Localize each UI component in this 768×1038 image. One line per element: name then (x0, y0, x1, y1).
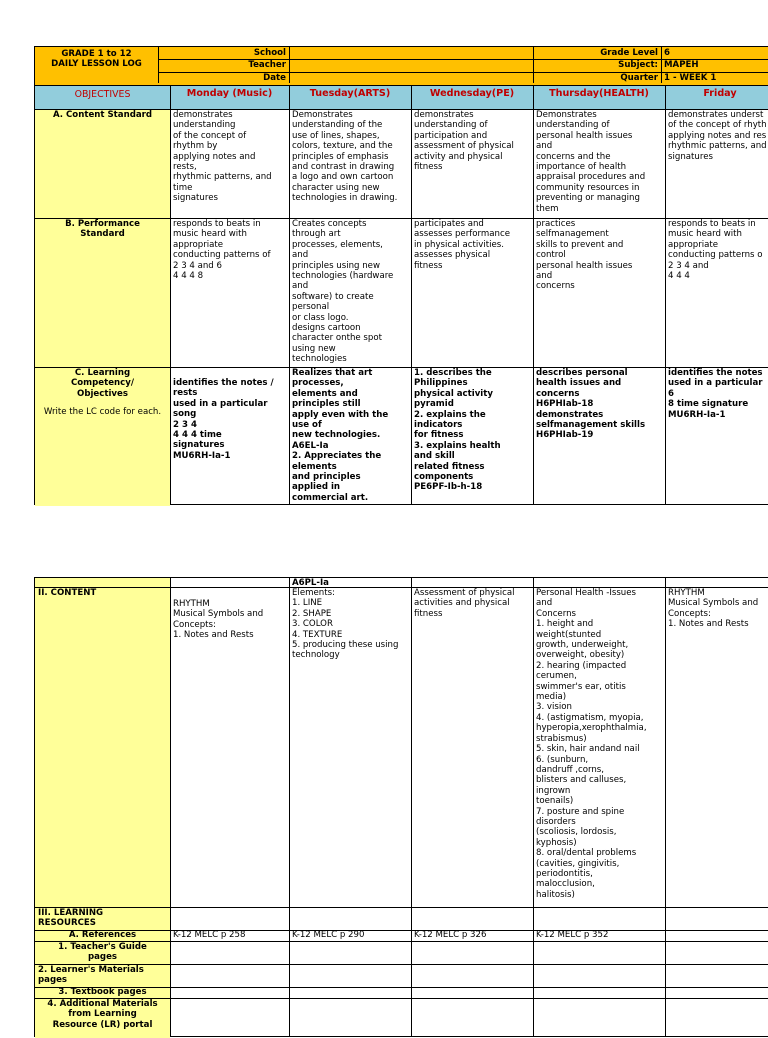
quarter-label: Quarter (620, 73, 658, 83)
performance-standard-monday: responds to beats in music heard with appropriate conducting patterns of 2 3 4 and 6 4 4 4 8 (173, 219, 271, 282)
grade-level-value: 6 (664, 48, 670, 58)
grade-text: GRADE 1 to 12 (61, 49, 132, 59)
content-standard-tuesday: Demonstrates understanding of the use of lines, shapes, colors, texture, and the principles of emphasis and contrast in drawing a logo and own cartoon character using new technologies in drawing. (292, 110, 398, 204)
teacher-label: Teacher (248, 60, 286, 70)
content-standard-thursday: Demonstrates understanding of personal health issues and concerns and the importance of health appraisal procedures and community resources in preventing or managing them (536, 110, 646, 214)
objectives-header: OBJECTIVES (74, 89, 131, 100)
monday-header: Monday (Music) (186, 88, 273, 99)
thursday-header: Thursday(HEALTH) (549, 88, 649, 99)
learning-competency-wednesday: 1. describes the Philippines physical activity pyramid 2. explains the indicators for fitness 3. explains health and skill related fitness components PE6PF-Ib-h-18 (414, 368, 501, 493)
content-standard-label: A. Content Standard (52, 110, 153, 120)
content-friday: RHYTHM Musical Symbols and Concepts: 1. Notes and Rests (668, 588, 759, 630)
learning-competency-thursday: describes personal health issues and concerns H6PHIab-18 demonstrates selfmanagement skills H6PHIab-19 (536, 368, 646, 441)
subject-label: Subject: (618, 60, 658, 70)
tuesday-header: Tuesday(ARTS) (309, 88, 391, 99)
header-blank-strip (289, 47, 533, 85)
wednesday-header: Wednesday(PE) (429, 88, 515, 99)
performance-standard-label: B. Performance Standard (65, 219, 140, 240)
learning-competency-label: C. Learning Competency/ Objectives (70, 368, 135, 399)
date-label: Date (263, 73, 286, 83)
learning-resources-label: III. LEARNING RESOURCES (38, 908, 104, 929)
references-label: A. References (68, 930, 137, 940)
subject-value: MAPEH (664, 60, 699, 70)
performance-standard-wednesday: participates and assesses performance in physical activities. assesses physical fitness (414, 219, 510, 271)
lesson-log-table-bottom (34, 577, 768, 1037)
content-tuesday: Elements: 1. LINE 2. SHAPE 3. COLOR 4. TEXTURE 5. producing these using technology (292, 588, 399, 661)
additional-materials-label: 4. Additional Materials from Learning Resource (LR) portal (47, 999, 158, 1030)
objectives-label-column (35, 109, 170, 506)
grade-level-label: Grade Level (600, 48, 658, 58)
quarter-value: 1 - WEEK 1 (664, 73, 717, 83)
learning-competency-tuesday: Realizes that art processes, elements and principles still apply even with the use of new technologies. A6EL-Ia 2. Appreciates the elements and principles applied in commercial art. (292, 368, 389, 503)
school-label: School (253, 48, 286, 58)
references-thursday: K-12 MELC p 352 (536, 930, 609, 940)
content-top-tuesday: A6PL-Ia (292, 578, 329, 588)
performance-standard-tuesday: Creates concepts through art processes, elements, and principles using new technologies (hardware and software) to create personal or class logo. designs cartoon character onthe spot using new technologies (292, 219, 394, 365)
references-monday: K-12 MELC p 258 (173, 930, 246, 940)
learners-materials-label: 2. Learner's Materials pages (38, 965, 144, 986)
references-tuesday: K-12 MELC p 290 (292, 930, 365, 940)
content-wednesday: Assessment of physical activities and physical fitness (414, 588, 515, 619)
textbook-pages-label: 3. Textbook pages (58, 987, 147, 997)
lesson-log-table-top (34, 46, 768, 505)
learning-competency-friday: identifies the notes used in a particular 6 8 time signature MU6RH-Ia-1 (668, 368, 763, 420)
learning-competency-note: Write the LC code for each. (43, 407, 162, 417)
content-thursday: Personal Health -Issues and Concerns 1. height and weight(stunted growth, underweight, overweight, obesity) 2. hearing (impacted cerumen, swimmer's ear, otitis media) 3. vision 4. (astigmatism, myopia, hyperopia,xerophthalmia, strabismus) 5. skin, hair andand nail 6. (sunburn, dandruff ,corns, blisters and calluses, ingrown toenails) 7. posture and spine disorders (scoliosis, lordosis, kyphosis) 8. oral/dental problems (cavities, gingivitis, periodontitis, malocclusion, halitosis) (536, 588, 647, 900)
learning-competency-monday: identifies the notes / rests used in a particular song 2 3 4 4 4 4 time signatures MU6RH-Ia-1 (173, 378, 274, 461)
content-label: II. CONTENT (38, 588, 97, 598)
performance-standard-friday: responds to beats in music heard with appropriate conducting patterns o 2 3 4 and 4 4 4 (668, 219, 763, 282)
content-standard-monday: demonstrates understanding of the concept of rhythm by applying notes and rests, rhythmic patterns, and time signatures (173, 110, 272, 204)
content-standard-friday: demonstrates underst of the concept of rhyth applying notes and res rhythmic patterns, and signatures (668, 110, 767, 162)
log-title: DAILY LESSON LOG (51, 59, 142, 69)
content-monday: RHYTHM Musical Symbols and Concepts: 1. Notes and Rests (173, 599, 264, 641)
teachers-guide-label: 1. Teacher's Guide pages (58, 942, 147, 963)
content-standard-wednesday: demonstrates understanding of participation and assessment of physical activity and physical fitness (414, 110, 514, 173)
friday-header: Friday (703, 88, 737, 99)
references-wednesday: K-12 MELC p 326 (414, 930, 487, 940)
performance-standard-thursday: practices selfmanagement skills to prevent and control personal health issues and concerns (536, 219, 633, 292)
